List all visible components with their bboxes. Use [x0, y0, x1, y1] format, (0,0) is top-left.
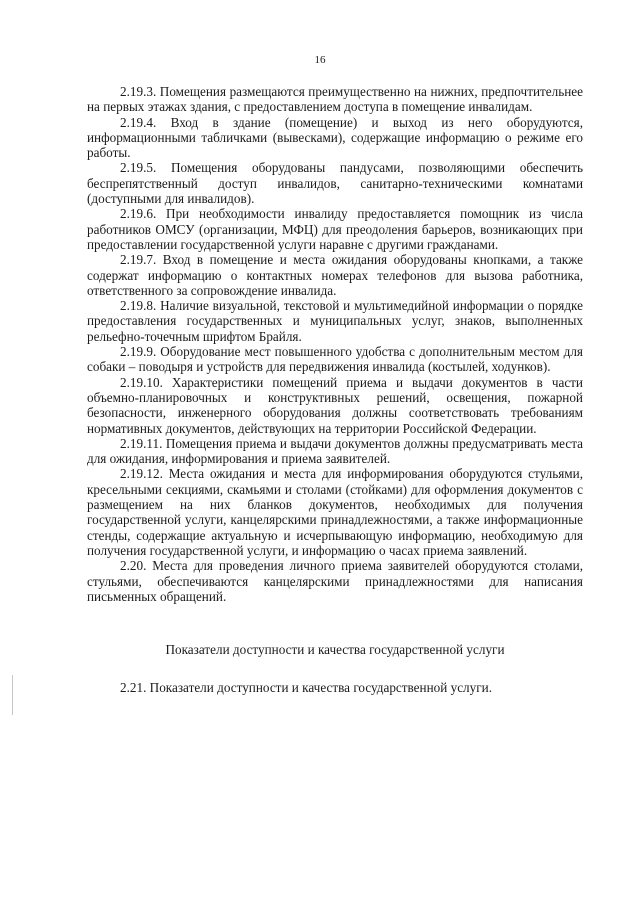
paragraph-2-19-9: 2.19.9. Оборудование мест повышенного удобства с дополнительным местом для собаки – поводыря и устройств для передвижения инвалида (костылей, ходунков). [87, 344, 583, 375]
section-heading: Показатели доступности и качества государственной услуги [165, 642, 505, 658]
margin-scan-mark [12, 675, 13, 715]
paragraph-2-19-7: 2.19.7. Вход в помещение и места ожидания оборудованы кнопками, а также содержат информацию о контактных номерах телефонов для вызова работника, ответственного за сопровождение инвалида. [87, 252, 583, 298]
document-body [87, 84, 583, 695]
page-number: 16 [314, 54, 326, 66]
paragraph-2-19-8: 2.19.8. Наличие визуальной, текстовой и мультимедийной информации о порядке предоставления государственных и муниципальных услуг, знаков, выполненных рельефно-точечным шрифтом Брайля. [87, 298, 583, 344]
paragraph-2-19-3: 2.19.3. Помещения размещаются преимущественно на нижних, предпочтительнее на первых этажах здания, с предоставлением доступа в помещение инвалидам. [87, 84, 583, 115]
paragraph-2-19-11: 2.19.11. Помещения приема и выдачи документов должны предусматривать места для ожидания, информирования и приема заявителей. [87, 435, 583, 467]
paragraph-2-19-4: 2.19.4. Вход в здание (помещение) и выход из него оборудуются, информационными табличками (вывесками), содержащие информацию о режиме его работы. [87, 114, 583, 161]
paragraph-2-20: 2.20. Места для проведения личного приема заявителей оборудуются столами, стульями, обеспечиваются канцелярскими принадлежностями для написания письменных обращений. [87, 558, 583, 604]
paragraph-2-19-5: 2.19.5. Помещения оборудованы пандусами, позволяющими обеспечить беспрепятственный доступ инвалидов, санитарно-техническими комнатами (доступными для инвалидов). [87, 160, 583, 207]
paragraph-2-19-10: 2.19.10. Характеристики помещений приема и выдачи документов в части объемно-планировочных и конструктивных решений, освещения, пожарной безопасности, инженерного оборудования должны соответствовать требованиям нормативных документов, действующих на территории Российской Федерации. [87, 374, 583, 436]
paragraph-2-21: 2.21. Показатели доступности и качества государственной услуги. [120, 680, 492, 696]
paragraph-2-19-6: 2.19.6. При необходимости инвалиду предоставляется помощник из числа работников ОМСУ (организации, МФЦ) для преодоления барьеров, возникающих при предоставлении государственной услуги наравне с другими гражданами. [87, 206, 583, 252]
paragraph-2-19-12: 2.19.12. Места ожидания и места для информирования оборудуются стульями, кресельными секциями, скамьями и столами (стойками) для оформления документов с размещением на них бланков документов, необходимых для получения государственной услуги, канцелярскими принадлежностями, а также информационные стенды, содержащие актуальную и исчерпывающую информацию, необходимую для получения государственной услуги, и информацию о часах приема заявлений. [87, 466, 583, 558]
